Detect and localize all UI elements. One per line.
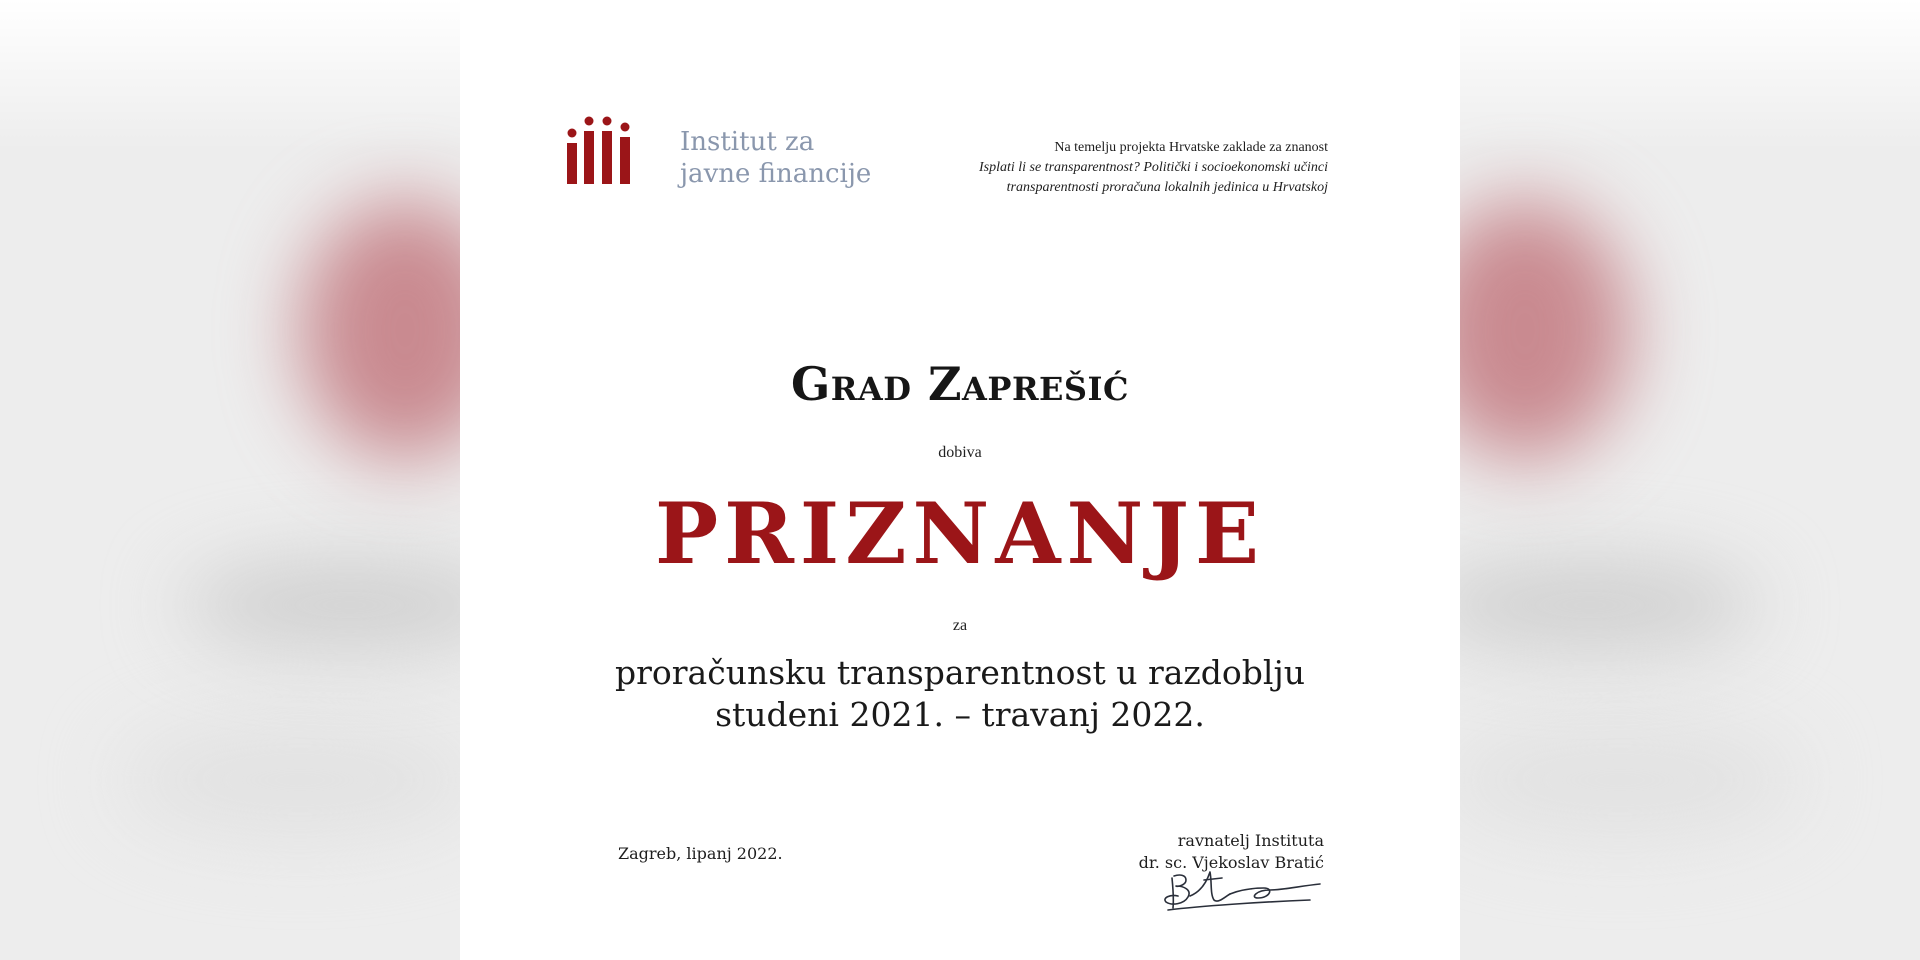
handwritten-signature-icon xyxy=(1160,866,1330,916)
blur-shape xyxy=(300,200,460,460)
blur-shape xyxy=(1460,560,1760,650)
project-note-line3: transparentnosti proračuna lokalnih jedinica u Hrvatskoj xyxy=(1006,180,1328,195)
place-date: Zagreb, lipanj 2022. xyxy=(618,844,783,863)
project-note xyxy=(908,138,1328,198)
project-note-line1: Na temelju projekta Hrvatske zaklade za znanost xyxy=(1054,140,1328,155)
blur-fade xyxy=(1460,0,1920,150)
award-reason xyxy=(460,652,1460,736)
connector-for: za xyxy=(952,617,968,634)
blur-shape xyxy=(1460,720,1800,840)
blur-fade xyxy=(0,0,460,150)
award-title: PRIZNANJE xyxy=(654,484,1266,583)
blur-shape xyxy=(120,720,460,840)
connector-receives: dobiva xyxy=(938,444,982,461)
signatory-name: dr. sc. Vjekoslav Bratić xyxy=(1138,853,1324,872)
blurred-background-right xyxy=(1460,0,1920,960)
certificate xyxy=(460,0,1460,960)
organization-name-line2: javne financije xyxy=(680,159,872,189)
blur-shape xyxy=(1460,200,1630,460)
organization-name-line1: Institut za xyxy=(680,127,815,157)
blur-shape xyxy=(180,560,460,650)
blurred-background-left xyxy=(0,0,460,960)
signatory-role: ravnatelj Instituta xyxy=(1177,831,1324,850)
ijf-logo-icon xyxy=(566,116,632,184)
recipient-name: Grad Zaprešić xyxy=(791,357,1129,411)
organization-name xyxy=(680,126,871,190)
award-reason-line1: proračunsku transparentnost u razdoblju xyxy=(615,653,1305,692)
project-note-line2: Isplati li se transparentnost? Politički i socioekonomski učinci xyxy=(978,160,1328,175)
award-reason-line2: studeni 2021. – travanj 2022. xyxy=(715,695,1205,734)
